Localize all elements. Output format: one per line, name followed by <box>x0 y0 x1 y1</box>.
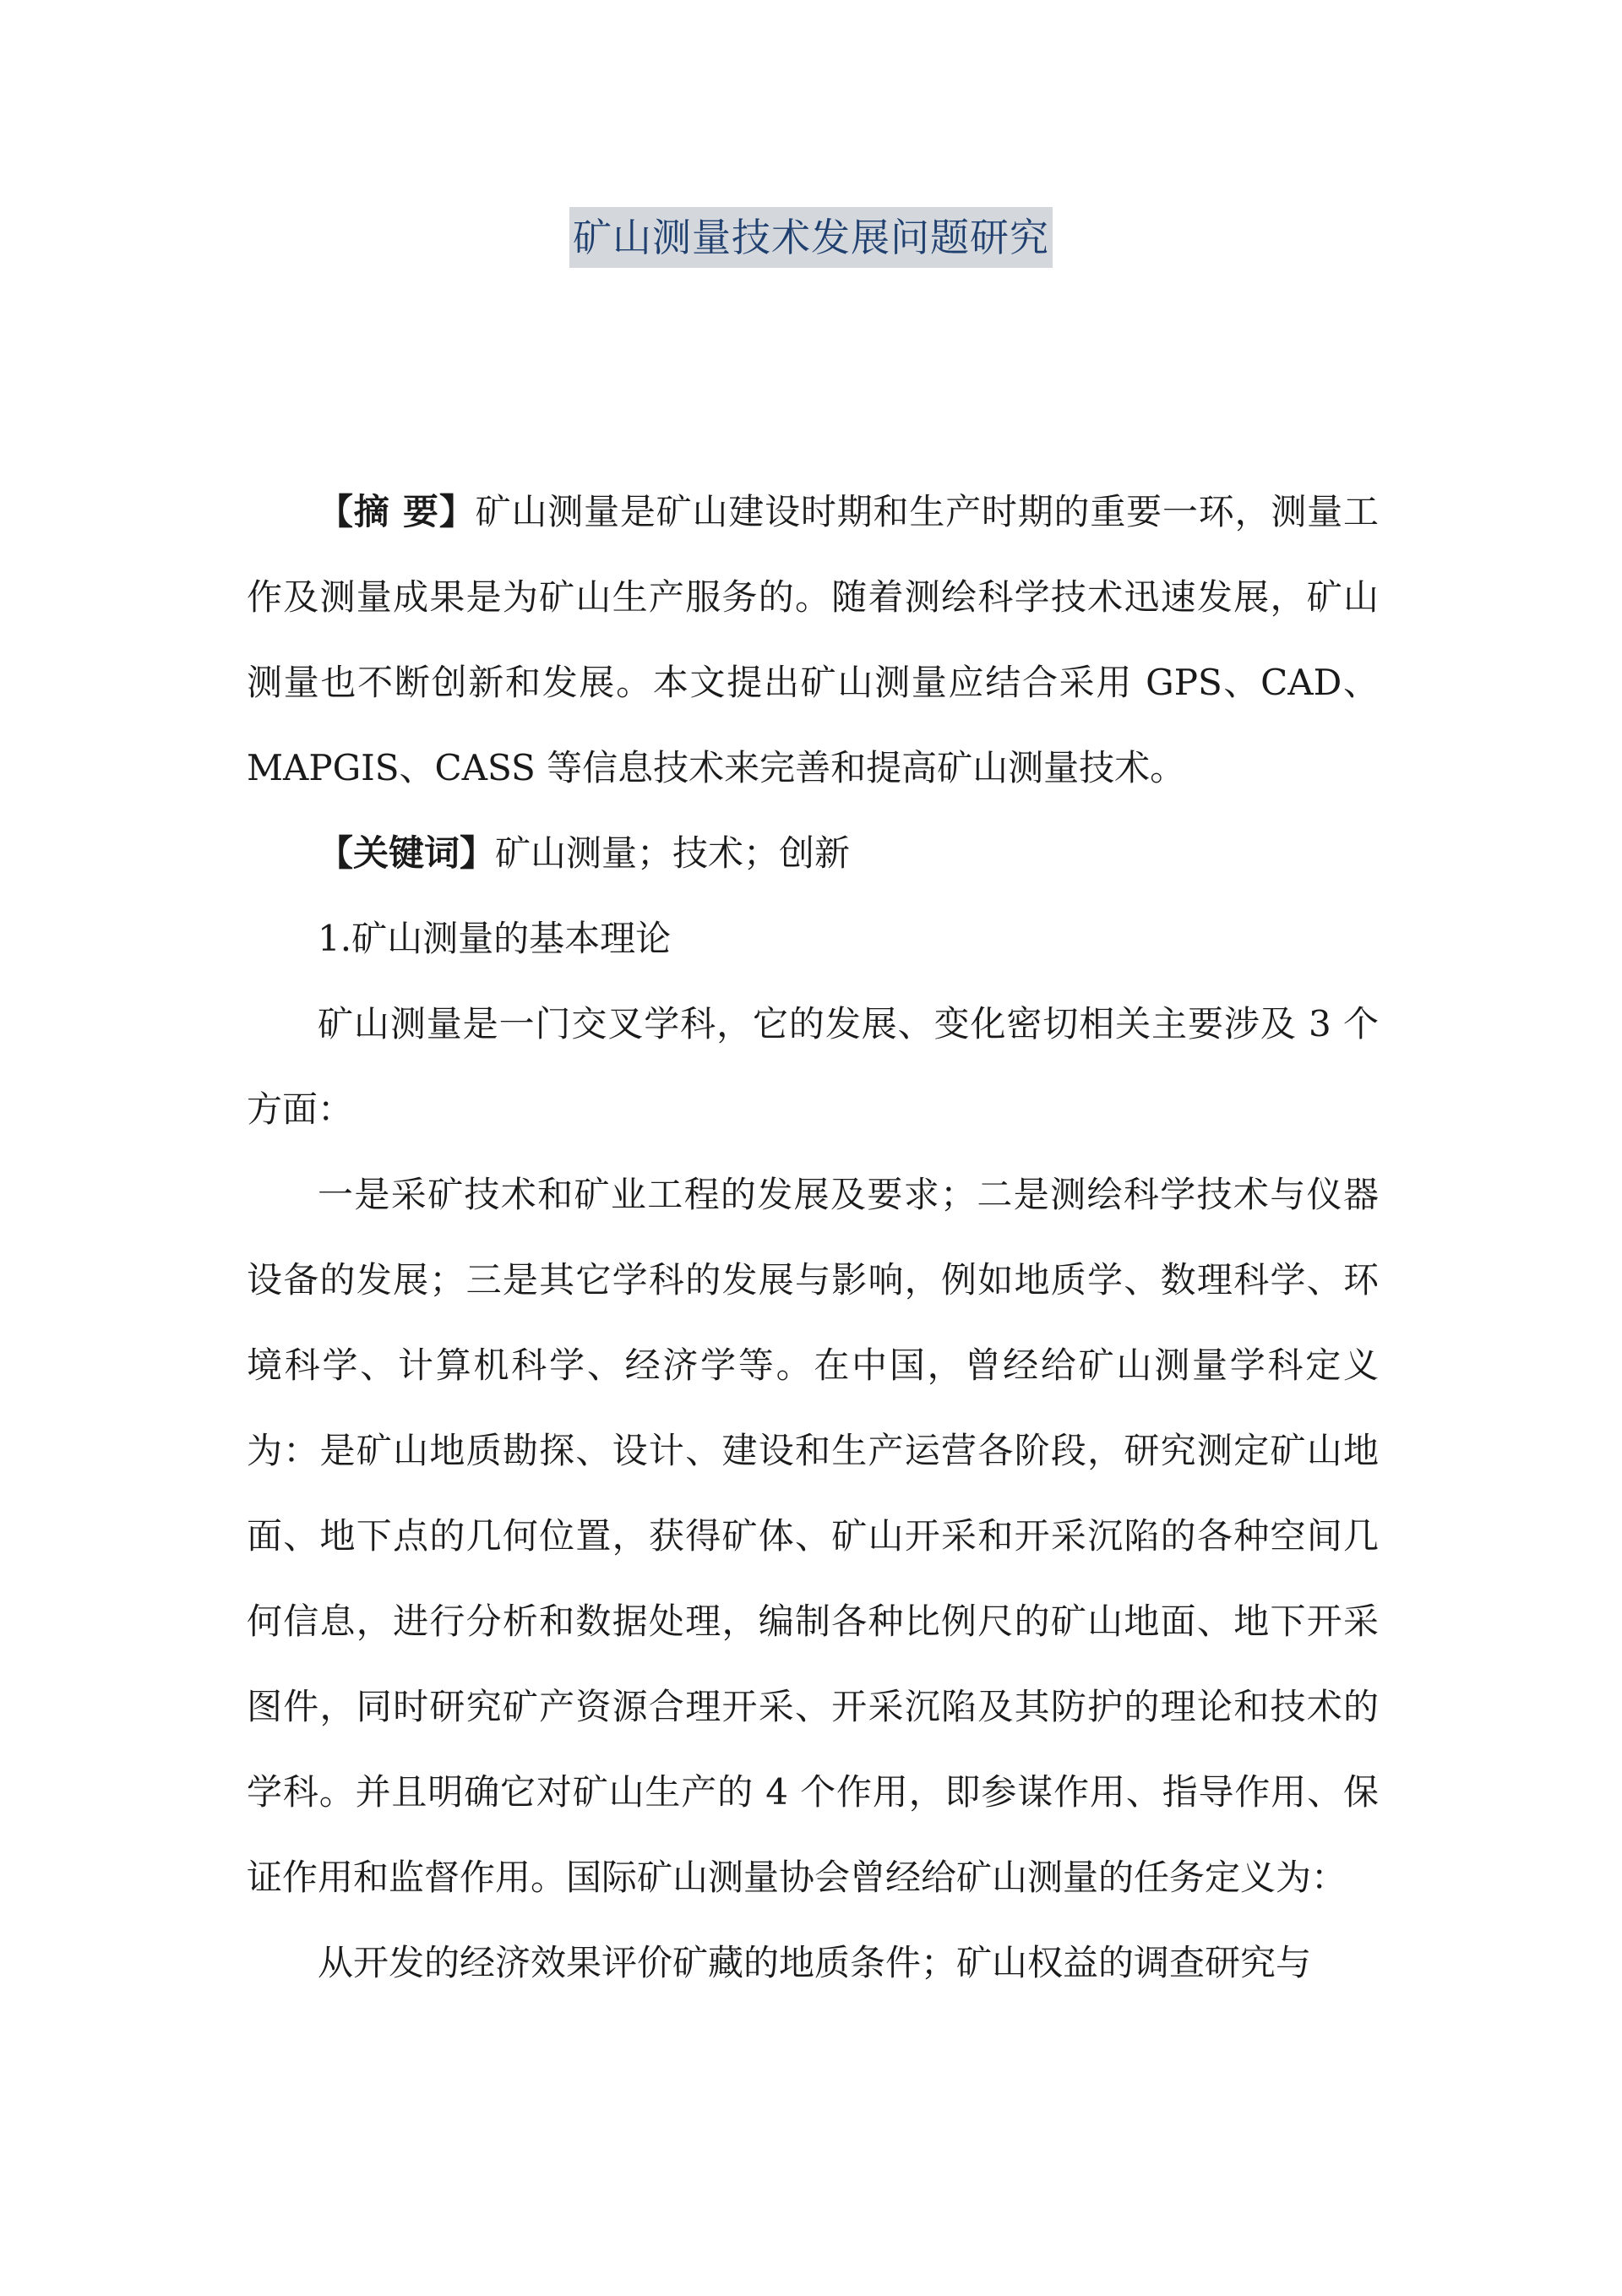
section-heading: 1.矿山测量的基本理论 <box>318 918 672 959</box>
keywords-paragraph <box>247 810 1379 896</box>
abstract-label: 【摘 要】 <box>318 491 476 532</box>
body-paragraph: 矿山测量是一门交叉学科，它的发展、变化密切相关主要涉及 3 个方面： <box>247 1003 1379 1130</box>
body-paragraph: 从开发的经济效果评价矿藏的地质条件；矿山权益的调查研究与 <box>318 1942 1312 1983</box>
abstract-paragraph <box>247 469 1379 810</box>
keywords-label: 【关键词】 <box>318 832 496 874</box>
keywords-text: 矿山测量；技术；创新 <box>495 832 851 874</box>
document-body <box>247 469 1379 2005</box>
document-title: 矿山测量技术发展问题研究 <box>569 207 1053 268</box>
title-container <box>0 207 1622 268</box>
abstract-text: 矿山测量是矿山建设时期和生产时期的重要一环，测量工作及测量成果是为矿山生产服务的。随着测绘科学技术迅速发展，矿山测量也不断创新和发展。本文提出矿山测量应结合采用 GPS、CAD、MAPGIS、CASS 等信息技术来完善和提高矿山测量技术。 <box>247 491 1379 788</box>
body-paragraph: 一是采矿技术和矿业工程的发展及要求；二是测绘科学技术与仪器设备的发展；三是其它学科的发展与影响，例如地质学、数理科学、环境科学、计算机科学、经济学等。在中国，曾经给矿山测量学科定义为：是矿山地质勘探、设计、建设和生产运营各阶段，研究测定矿山地面、地下点的几何位置，获得矿体、矿山开采和开采沉陷的各种空间几何信息，进行分析和数据处理，编制各种比例尺的矿山地面、地下开采图件，同时研究矿产资源合理开采、开采沉陷及其防护的理论和技术的学科。并且明确它对矿山生产的 4 个作用，即参谋作用、指导作用、保证作用和监督作用。国际矿山测量协会曾经给矿山测量的任务定义为： <box>247 1174 1379 1898</box>
